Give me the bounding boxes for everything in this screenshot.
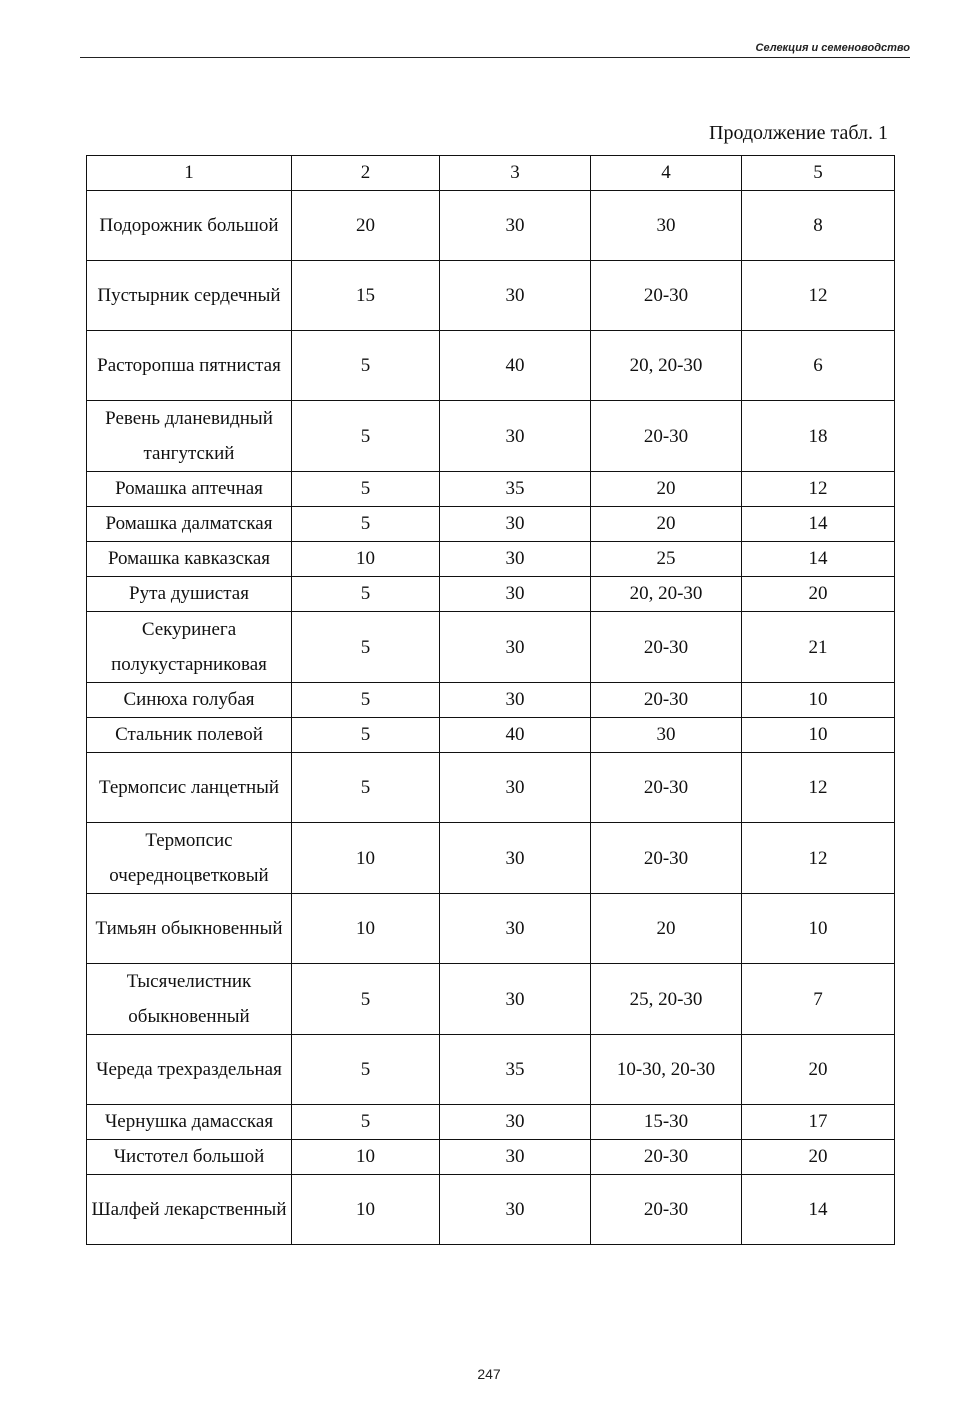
plant-name-cell: Чистотел большой [87, 1140, 292, 1175]
col4-value-cell: 20, 20-30 [591, 577, 742, 612]
col2-value-cell: 5 [292, 577, 440, 612]
col4-value-cell: 20-30 [591, 401, 742, 472]
col4-value-cell: 25 [591, 542, 742, 577]
col3-value-cell: 30 [440, 577, 591, 612]
col3-value-cell: 30 [440, 1175, 591, 1245]
col3-value-cell: 30 [440, 683, 591, 718]
col4-value-cell: 15-30 [591, 1105, 742, 1140]
col5-value-cell: 8 [742, 191, 895, 261]
col5-value-cell: 14 [742, 507, 895, 542]
col2-value-cell: 5 [292, 718, 440, 753]
col4-value-cell: 10-30, 20-30 [591, 1035, 742, 1105]
col3-value-cell: 40 [440, 331, 591, 401]
col3-value-cell: 30 [440, 753, 591, 823]
col3-value-cell: 30 [440, 261, 591, 331]
col3-value-cell: 30 [440, 612, 591, 683]
table-row [87, 718, 895, 753]
table-row [87, 542, 895, 577]
col4-value-cell: 20-30 [591, 612, 742, 683]
table-row [87, 1035, 895, 1105]
col2-value-cell: 5 [292, 1035, 440, 1105]
plant-name-cell: Стальник полевой [87, 718, 292, 753]
col4-value-cell: 25, 20-30 [591, 964, 742, 1035]
plant-name-cell: Подорожник большой [87, 191, 292, 261]
column-header: 3 [440, 156, 591, 191]
col2-value-cell: 10 [292, 1175, 440, 1245]
col5-value-cell: 12 [742, 472, 895, 507]
table-row [87, 577, 895, 612]
table-row [87, 964, 895, 1035]
col2-value-cell: 5 [292, 331, 440, 401]
col4-value-cell: 20-30 [591, 1140, 742, 1175]
col3-value-cell: 30 [440, 1105, 591, 1140]
plant-name-cell: Тимьян обыкновенный [87, 894, 292, 964]
running-title: Селекция и семеноводство [755, 42, 910, 54]
col4-value-cell: 20-30 [591, 753, 742, 823]
col4-value-cell: 20 [591, 472, 742, 507]
col5-value-cell: 20 [742, 1035, 895, 1105]
col4-value-cell: 20-30 [591, 1175, 742, 1245]
col2-value-cell: 5 [292, 683, 440, 718]
table-row [87, 753, 895, 823]
col3-value-cell: 40 [440, 718, 591, 753]
plant-name-cell: Термопсис ланцетный [87, 753, 292, 823]
col3-value-cell: 30 [440, 964, 591, 1035]
plant-name-cell: Расторопша пятнистая [87, 331, 292, 401]
col2-value-cell: 20 [292, 191, 440, 261]
col3-value-cell: 30 [440, 191, 591, 261]
col5-value-cell: 14 [742, 1175, 895, 1245]
col2-value-cell: 5 [292, 964, 440, 1035]
plant-name-cell: Тысячелистник обыкновенный [87, 964, 292, 1035]
col5-value-cell: 6 [742, 331, 895, 401]
table-row [87, 261, 895, 331]
col2-value-cell: 10 [292, 823, 440, 894]
col5-value-cell: 12 [742, 823, 895, 894]
col4-value-cell: 20 [591, 507, 742, 542]
table-row [87, 1105, 895, 1140]
col4-value-cell: 20-30 [591, 823, 742, 894]
col3-value-cell: 30 [440, 894, 591, 964]
col2-value-cell: 5 [292, 753, 440, 823]
col2-value-cell: 10 [292, 1140, 440, 1175]
table-header-row [87, 156, 895, 191]
col5-value-cell: 7 [742, 964, 895, 1035]
plant-name-cell: Ревень дланевидный тангутский [87, 401, 292, 472]
col4-value-cell: 20, 20-30 [591, 331, 742, 401]
col2-value-cell: 5 [292, 507, 440, 542]
col4-value-cell: 20 [591, 894, 742, 964]
plant-name-cell: Череда трехраздельная [87, 1035, 292, 1105]
header-rule [80, 57, 910, 58]
col5-value-cell: 20 [742, 577, 895, 612]
table-row [87, 612, 895, 683]
table-row [87, 507, 895, 542]
plant-name-cell: Шалфей лекарственный [87, 1175, 292, 1245]
col2-value-cell: 10 [292, 542, 440, 577]
col4-value-cell: 30 [591, 191, 742, 261]
table-row [87, 331, 895, 401]
col2-value-cell: 10 [292, 894, 440, 964]
column-header: 4 [591, 156, 742, 191]
plant-name-cell: Термопсис очередноцветковый [87, 823, 292, 894]
col5-value-cell: 20 [742, 1140, 895, 1175]
data-table [86, 155, 895, 1245]
col2-value-cell: 5 [292, 472, 440, 507]
table-row [87, 1175, 895, 1245]
col5-value-cell: 14 [742, 542, 895, 577]
col2-value-cell: 5 [292, 401, 440, 472]
col5-value-cell: 10 [742, 718, 895, 753]
col3-value-cell: 35 [440, 1035, 591, 1105]
col2-value-cell: 15 [292, 261, 440, 331]
col5-value-cell: 21 [742, 612, 895, 683]
plant-name-cell: Рута душистая [87, 577, 292, 612]
table-row [87, 401, 895, 472]
col4-value-cell: 20-30 [591, 683, 742, 718]
plant-name-cell: Ромашка кавказская [87, 542, 292, 577]
col5-value-cell: 12 [742, 753, 895, 823]
col3-value-cell: 30 [440, 823, 591, 894]
plant-name-cell: Ромашка аптечная [87, 472, 292, 507]
col2-value-cell: 5 [292, 1105, 440, 1140]
col3-value-cell: 35 [440, 472, 591, 507]
plant-name-cell: Пустырник сердечный [87, 261, 292, 331]
plant-name-cell: Чернушка дамасская [87, 1105, 292, 1140]
column-header: 2 [292, 156, 440, 191]
plant-name-cell: Синюха голубая [87, 683, 292, 718]
table-row [87, 894, 895, 964]
col3-value-cell: 30 [440, 542, 591, 577]
table-row [87, 823, 895, 894]
col4-value-cell: 30 [591, 718, 742, 753]
plant-name-cell: Ромашка далматская [87, 507, 292, 542]
col3-value-cell: 30 [440, 401, 591, 472]
col5-value-cell: 10 [742, 683, 895, 718]
col5-value-cell: 18 [742, 401, 895, 472]
table-row [87, 472, 895, 507]
table-continuation-label: Продолжение табл. 1 [709, 122, 888, 144]
col3-value-cell: 30 [440, 507, 591, 542]
col3-value-cell: 30 [440, 1140, 591, 1175]
table-row [87, 683, 895, 718]
col5-value-cell: 10 [742, 894, 895, 964]
col5-value-cell: 12 [742, 261, 895, 331]
col2-value-cell: 5 [292, 612, 440, 683]
column-header: 1 [87, 156, 292, 191]
table-row [87, 191, 895, 261]
plant-name-cell: Секуринега полукустарниковая [87, 612, 292, 683]
col4-value-cell: 20-30 [591, 261, 742, 331]
column-header: 5 [742, 156, 895, 191]
table-row [87, 1140, 895, 1175]
page-number: 247 [477, 1366, 501, 1382]
col5-value-cell: 17 [742, 1105, 895, 1140]
